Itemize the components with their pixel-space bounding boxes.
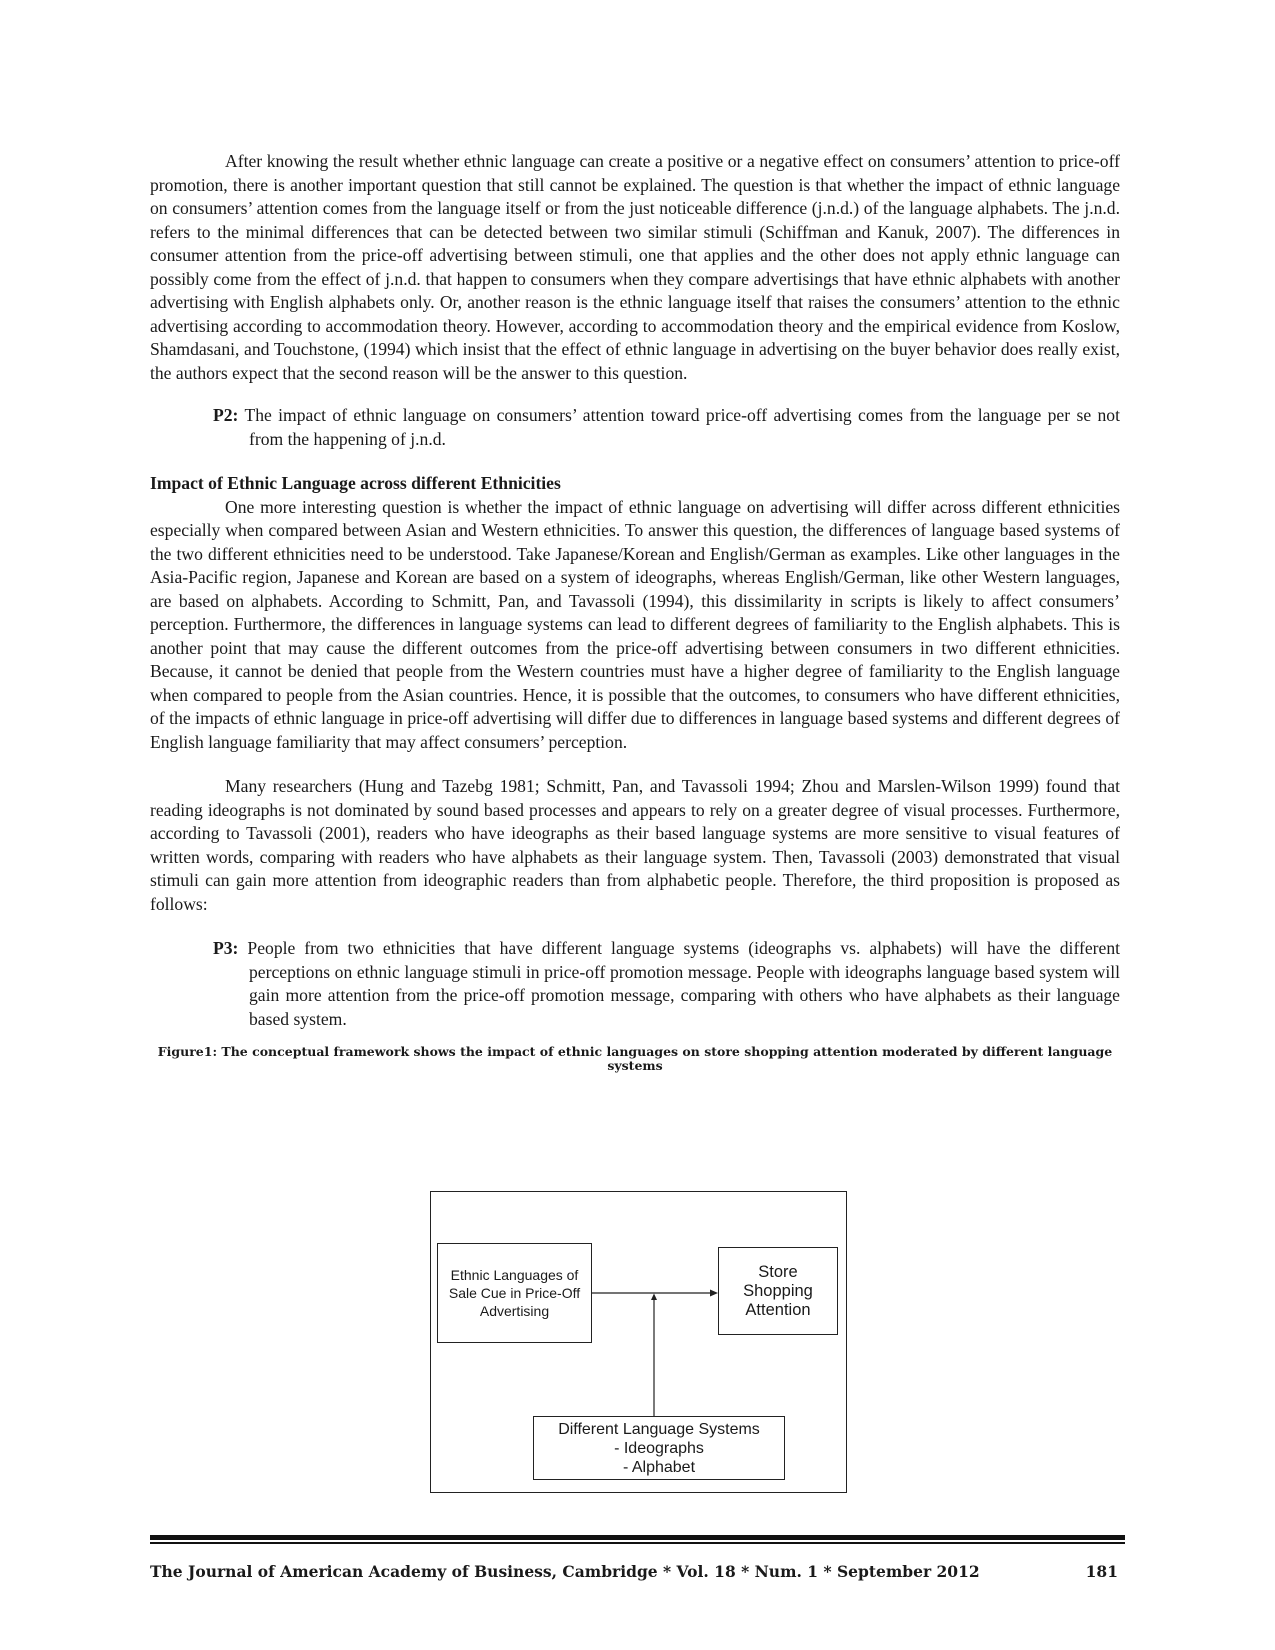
footer-rule-thin [150, 1542, 1125, 1544]
page-body [150, 150, 1120, 1073]
proposition-text: The impact of ethnic language on consumers’ attention toward price-off advertising comes from the language per se not from the happening of j.n.d. [244, 405, 1120, 449]
paragraph-jnd: After knowing the result whether ethnic language can create a positive or a negative effect on consumers’ attention to price-off promotion, there is another important question that still cannot be explained. The question is that whether the impact of ethnic language on consumers’ attention comes from the language itself or from the just noticeable difference (j.n.d.) of the language alphabets. The j.n.d. refers to the minimal differences that can be detected between two similar stimuli (Schiffman and Kanuk, 2007). The differences in consumer attention from the price-off advertising between stimuli, one that applies and the other does not apply ethnic language can possibly come from the effect of j.n.d. that happen to consumers when they compare advertisings that have ethnic alphabets with another advertising with English alphabets only. Or, another reason is the ethnic language itself that raises the consumers’ attention to the ethnic advertising according to accommodation theory. However, according to accommodation theory and the empirical evidence from Koslow, Shamdasani, and Touchstone, (1994) which insist that the effect of ethnic language in advertising on the buyer behavior does really exist, the authors expect that the second reason will be the answer to this question. [150, 151, 1120, 383]
proposition-p2 [150, 404, 1120, 451]
footer-rule-thick [150, 1535, 1125, 1540]
proposition-label: P3: [213, 938, 239, 958]
page-number: 181 [1085, 1562, 1118, 1581]
store-shopping-attention-box: Store Shopping Attention [718, 1247, 838, 1335]
ethnic-languages-box: Ethnic Languages of Sale Cue in Price-Off Advertising [437, 1243, 592, 1343]
language-systems-box: Different Language Systems - Ideographs - Alphabet [533, 1416, 785, 1480]
figure-caption: Figure1: The conceptual framework shows the impact of ethnic languages on store shopping attention moderated by different language systems [157, 1044, 1113, 1073]
conceptual-framework-figure [430, 1191, 847, 1493]
paragraph-ethnicities: One more interesting question is whether the impact of ethnic language on advertising will differ across different ethnicities especially when compared between Asian and Western ethnicities. To answer this question, the differences of language based systems of the two different ethnicities need to be understood. Take Japanese/Korean and English/German as examples. Like other languages in the Asia-Pacific region, Japanese and Korean are based on a system of ideographs, whereas English/German, like other Western languages, are based on alphabets. According to Schmitt, Pan, and Tavassoli (1994), this dissimilarity in scripts is likely to affect consumers’ perception. Furthermore, the differences in language systems can lead to different degrees of familiarity to the English alphabets. This is another point that may cause the different outcomes from the price-off advertising between consumers in two different ethnicities. Because, it cannot be denied that people from the Western countries must have a higher degree of familiarity to the English language when compared to people from the Asian countries. Hence, it is possible that the outcomes, to consumers who have different ethnicities, of the impacts of ethnic language in price-off advertising will differ due to differences in language based systems and different degrees of English language familiarity that may affect consumers’ perception. [150, 496, 1120, 752]
section-heading: Impact of Ethnic Language across different Ethnicities [150, 473, 561, 493]
proposition-label: P2: [213, 405, 239, 425]
paragraph-ideographs: Many researchers (Hung and Tazebg 1981; Schmitt, Pan, and Tavassoli 1994; Zhou and Marslen-Wilson 1999) found that reading ideographs is not dominated by sound based processes and appears to rely on a greater degree of visual processes. Furthermore, according to Tavassoli (2001), readers who have ideographs as their based language systems are more sensitive to visual features of written words, comparing with readers who have alphabets as their language system. Then, Tavassoli (2003) demonstrated that visual stimuli can gain more attention from ideographic readers than from alphabetic people. Therefore, the third proposition is proposed as follows: [150, 776, 1120, 914]
proposition-p3 [150, 937, 1120, 1031]
page-footer [150, 1562, 1125, 1581]
journal-citation: The Journal of American Academy of Business, Cambridge * Vol. 18 * Num. 1 * September 2012 [150, 1562, 980, 1581]
proposition-text: People from two ethnicities that have different language systems (ideographs vs. alphabets) will have the different perceptions on ethnic language stimuli in price-off promotion message. People with ideographs language based system will gain more attention from the price-off promotion message, comparing with others who have alphabets as their language based system. [247, 938, 1120, 1029]
